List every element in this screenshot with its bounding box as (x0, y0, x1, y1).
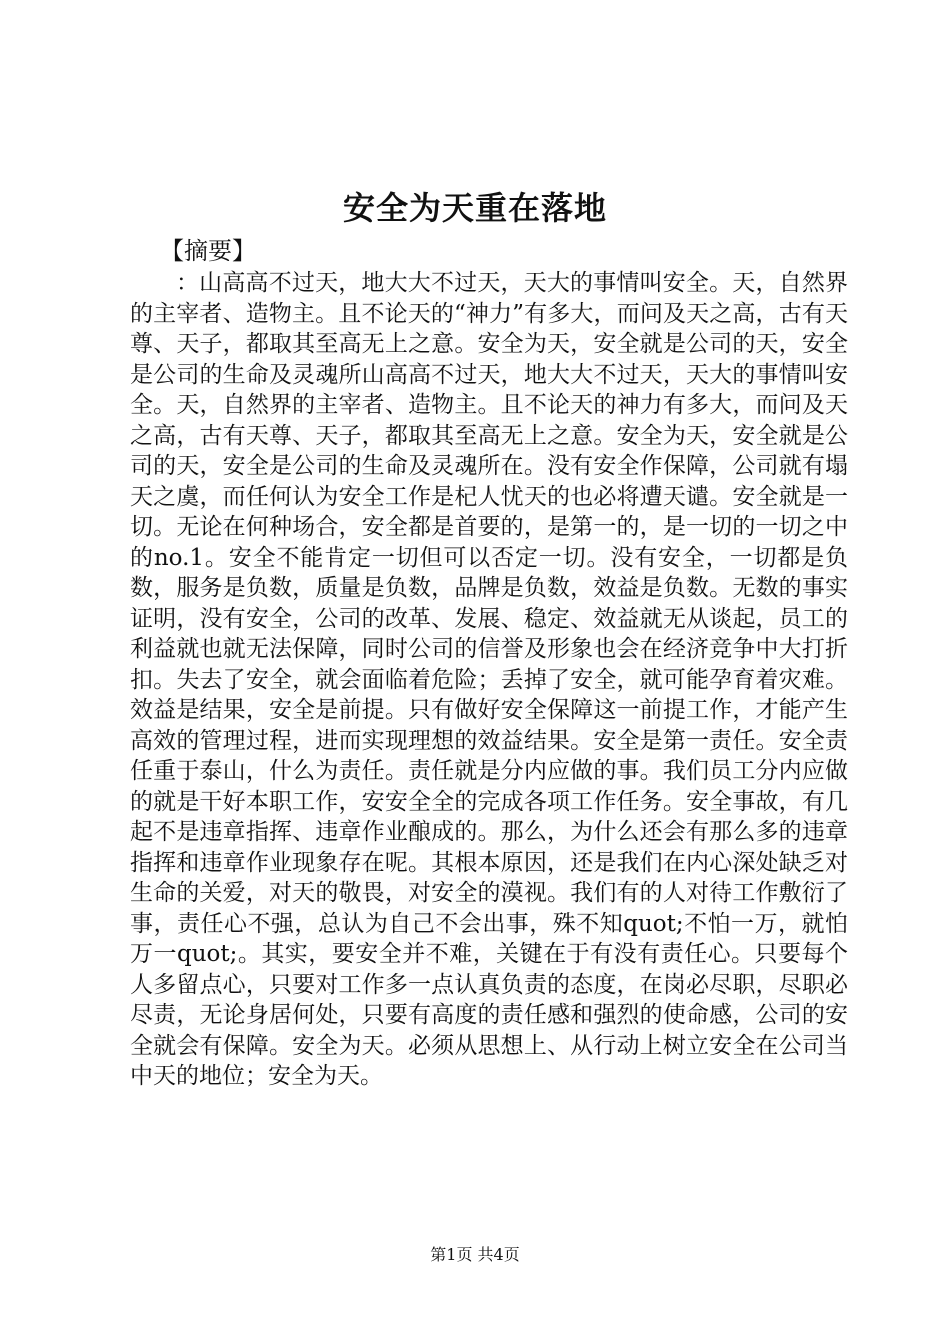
document-title: 安全为天重在落地 (342, 189, 607, 227)
abstract-body: ：山高高不过天，地大大不过天，天大的事情叫安全。天，自然界的主宰者、造物主。且不论天的“神力”有多大，而问及天之高，古有天尊、天子，都取其至高无上之意。安全为天，安全就是公司的天，安全是公司的生命及灵魂所山高高不过天，地大大不过天，天大的事情叫安全。天，自然界的主宰者、造物主。且不论天的神力有多大，而问及天之高，古有天尊、天子，都取其至高无上之意。安全为天，安全就是公司的天，安全是公司的生命及灵魂所在。没有安全作保障，公司就有塌天之虞，而任何认为安全工作是杞人忧天的也必将遭天谴。安全就是一切。无论在何种场合，安全都是首要的，是第一的，是一切的一切之中的no.1。安全不能肯定一切但可以否定一切。没有安全，一切都是负数，服务是负数，质量是负数，品牌是负数，效益是负数。无数的事实证明，没有安全，公司的改革、发展、稳定、效益就无从谈起，员工的利益就也就无法保障，同时公司的信誉及形象也会在经济竞争中大打折扣。失去了安全，就会面临着危险；丢掉了安全，就可能孕育着灾难。效益是结果，安全是前提。只有做好安全保障这一前提工作，才能产生高效的管理过程，进而实现理想的效益结果。安全是第一责任。安全责任重于泰山，什么为责任。责任就是分内应做的事。我们员工分内应做的就是干好本职工作，安安全全的完成各项工作任务。安全事故，有几起不是违章指挥、违章作业酿成的。那么，为什么还会有那么多的违章指挥和违章作业现象存在呢。其根本原因，还是我们在内心深处缺乏对生命的关爱，对天的敬畏，对安全的漠视。我们有的人对待工作敷衍了事，责任心不强，总认为自己不会出事，殊不知quot;不怕一万，就怕万一quot;。其实，要安全并不难，关键在于有没有责任心。只要每个人多留点心，只要对工作多一点认真负责的态度，在岗必尽职，尽职必尽责，无论身居何处，只要有高度的责任感和强烈的使命感，公司的安全就会有保障。安全为天。必须从思想上、从行动上树立安全在公司当中天的地位；安全为天。 (130, 270, 848, 1089)
page-number-footer: 第1页 共4页 (430, 1245, 520, 1264)
abstract-label: 【摘要】 (160, 237, 256, 265)
